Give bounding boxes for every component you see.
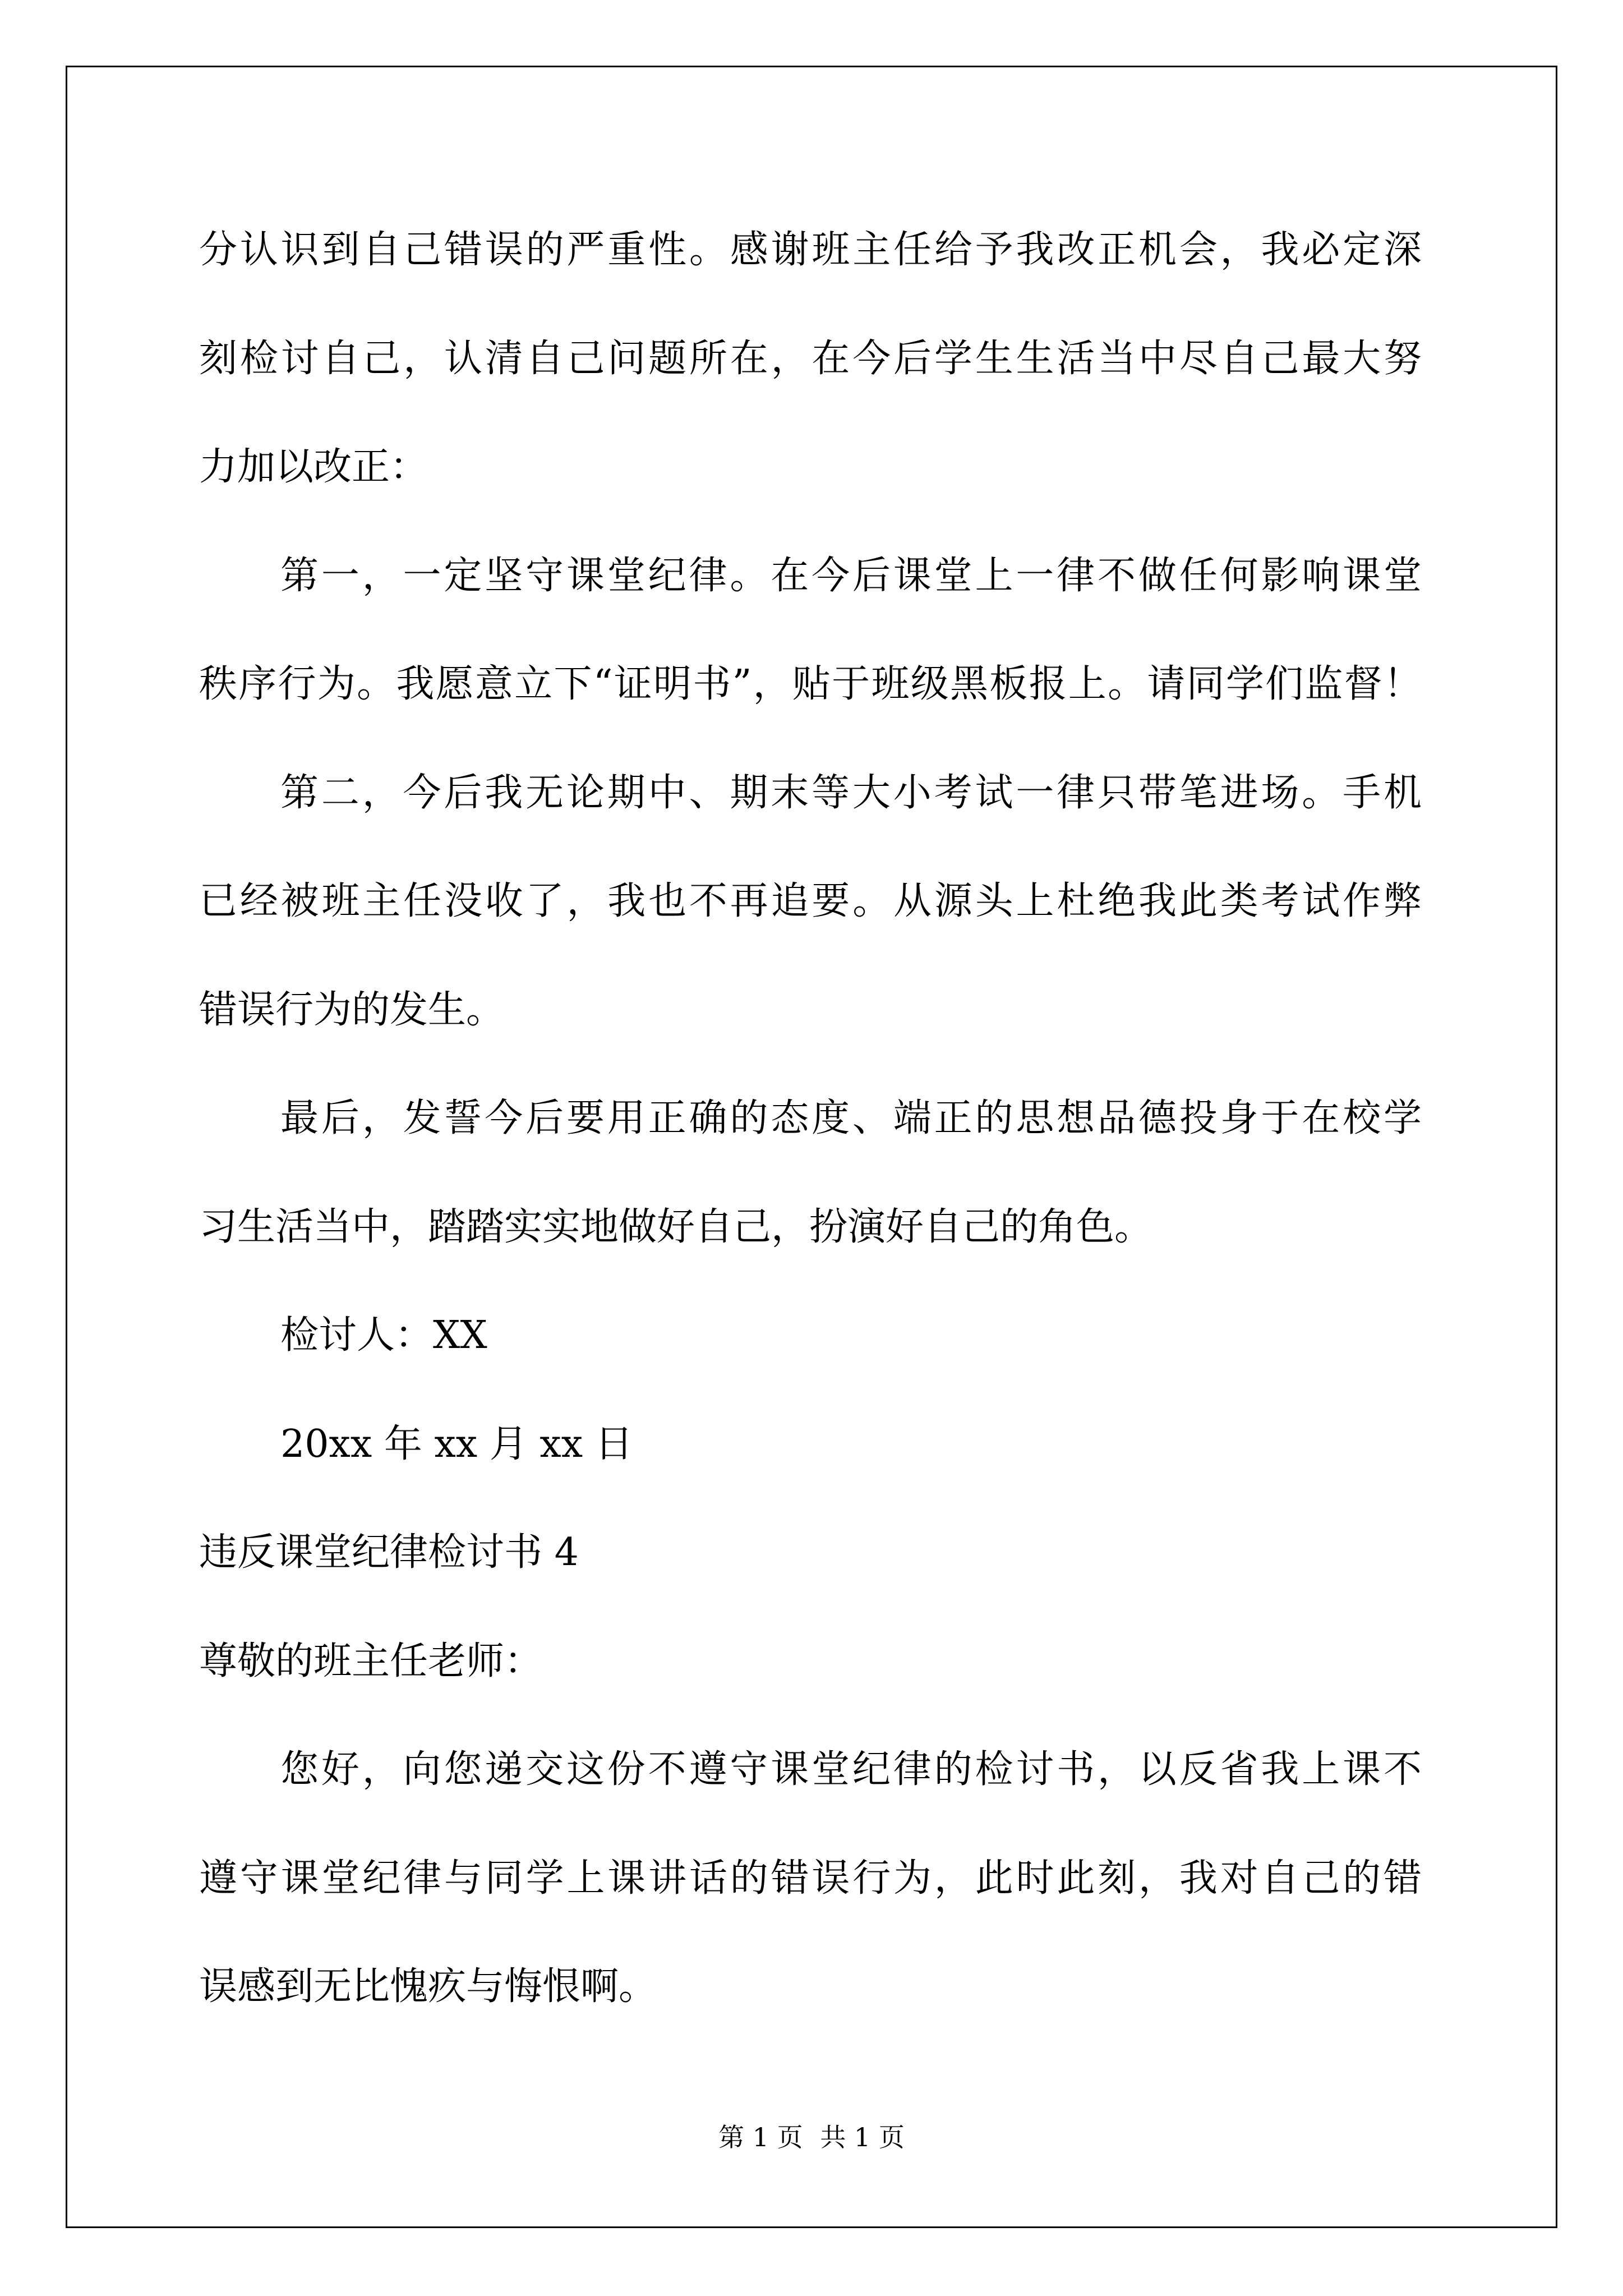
paragraph-first-line: 第一，一定坚守课堂纪律。在今后课堂上一律不做任何影响课堂 — [280, 554, 1422, 598]
text-line: 误感到无比愧疚与悔恨啊。 — [199, 1964, 657, 2009]
signature-line: 检讨人：XX — [280, 1313, 487, 1358]
text-line: 秩序行为。我愿意立下“证明书”，贴于班级黑板报上。请同学们监督！ — [199, 662, 1422, 706]
date-line: 20xx 年 xx 月 xx 日 — [280, 1422, 633, 1466]
page-footer — [0, 2120, 1623, 2154]
text-line: 遵守课堂纪律与同学上课讲话的错误行为，此时此刻，我对自己的错 — [199, 1856, 1422, 1901]
salutation: 尊敬的班主任老师： — [199, 1639, 543, 1683]
paragraph-first-line: 最后，发誓今后要用正确的态度、端正的思想品德投身于在校学 — [280, 1096, 1422, 1140]
text-line: 刻检讨自己，认清自己问题所在，在今后学生生活当中尽自己最大努 — [199, 337, 1422, 381]
text-line: 分认识到自己错误的严重性。感谢班主任给予我改正机会，我必定深 — [199, 228, 1422, 272]
paragraph-first-line: 您好，向您递交这份不遵守课堂纪律的检讨书，以反省我上课不 — [280, 1747, 1422, 1792]
text-line: 力加以改正： — [199, 445, 428, 489]
text-line: 习生活当中，踏踏实实地做好自己，扮演好自己的角色。 — [199, 1205, 1153, 1249]
text-line: 已经被班主任没收了，我也不再追要。从源头上杜绝我此类考试作弊 — [199, 879, 1422, 923]
page-total: 共 1 页 — [820, 2122, 905, 2152]
section-title: 违反课堂纪律检讨书 4 — [199, 1530, 579, 1575]
paragraph-first-line: 第二，今后我无论期中、期末等大小考试一律只带笔进场。手机 — [280, 771, 1422, 815]
page-number: 第 1 页 — [718, 2122, 803, 2152]
text-line: 错误行为的发生。 — [199, 988, 505, 1032]
